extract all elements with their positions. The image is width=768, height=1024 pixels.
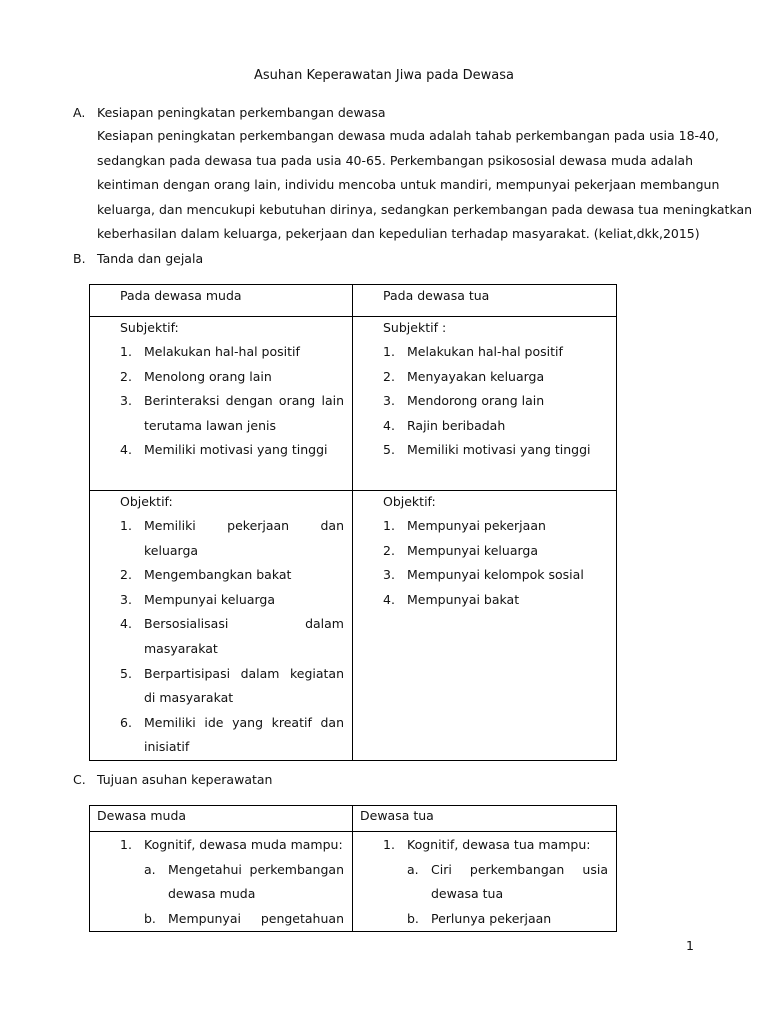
- list-item: b. Mempunyai pengetahuan: [144, 910, 344, 926]
- cell-subjective-tua: [353, 317, 617, 491]
- subjective-label: Subjektif:: [120, 320, 179, 335]
- table-row: [90, 832, 617, 932]
- section-c-heading: [73, 772, 272, 787]
- document-title: Asuhan Keperawatan Jiwa pada Dewasa: [253, 68, 515, 83]
- section-a-paragraph: [97, 124, 753, 247]
- goals-muda-list: [120, 833, 344, 858]
- cell-objective-tua: [353, 491, 617, 761]
- list-item: 2. Mempunyai keluarga: [383, 542, 538, 558]
- paragraph-line: keintiman dengan orang lain, individu mencoba untuk mandiri, mempunyai pekerjaan membangun: [97, 177, 720, 193]
- section-b-title: Tanda dan gejala: [97, 251, 204, 266]
- cell-goals-muda: [90, 832, 353, 932]
- header-dewasa-muda: Dewasa muda: [90, 806, 353, 832]
- nursing-goals-table: [89, 805, 617, 932]
- list-item: 3. Berinteraksi dengan orang lain terutama lawan jenis: [120, 393, 344, 433]
- list-item: 2. Menolong orang lain: [120, 368, 272, 384]
- list-item: 4. Rajin beribadah: [383, 417, 506, 433]
- section-c-letter: C.: [73, 772, 86, 787]
- list-item: 4. Bersosialisasi dalam masyarakat: [120, 616, 344, 656]
- list-item: 2. Menyayakan keluarga: [383, 368, 545, 384]
- list-item: 4. Mempunyai bakat: [383, 591, 520, 607]
- list-item: b. Perlunya pekerjaan: [407, 910, 552, 926]
- list-item: 6. Memiliki ide yang kreatif dan inisiatif: [120, 714, 344, 755]
- list-item: 5. Berpartisipasi dalam kegiatan di masyarakat: [120, 665, 344, 706]
- table-header-row: [90, 806, 617, 832]
- list-item: 3. Mendorong orang lain: [383, 393, 545, 409]
- cell-goals-tua: [353, 832, 617, 932]
- paragraph-line: sedangkan pada dewasa tua pada usia 40-65. Perkembangan psikososial dewasa muda adalah: [97, 152, 693, 168]
- list-item: 5. Memiliki motivasi yang tinggi: [383, 442, 591, 458]
- list-item: 3. Mempunyai kelompok sosial: [383, 567, 584, 583]
- section-a-title: Kesiapan peningkatan perkembangan dewasa: [97, 105, 386, 120]
- section-c-title: Tujuan asuhan keperawatan: [97, 772, 273, 787]
- objective-muda-list: [120, 514, 344, 760]
- list-item: 2. Mengembangkan bakat: [120, 567, 292, 583]
- goals-muda-sublist: [120, 858, 344, 932]
- list-item: 1. Melakukan hal-hal positif: [383, 344, 563, 359]
- list-item: 4. Memiliki motivasi yang tinggi: [120, 442, 328, 458]
- paragraph-line: keluarga, dan mencukupi kebutuhan dirinya, sedangkan perkembangan pada dewasa tua meningkatkan: [97, 201, 753, 217]
- header-dewasa-tua: Dewasa tua: [353, 806, 617, 832]
- table-row-objective: [90, 491, 617, 761]
- paragraph-line: Kesiapan peningkatan perkembangan dewasa muda adalah tahab perkembangan pada usia 18-40,: [97, 128, 719, 143]
- list-item: 1. Memiliki pekerjaan dan keluarga: [120, 518, 344, 558]
- paragraph-line: keberhasilan dalam keluarga, pekerjaan dan kepedulian terhadap masyarakat. (keliat,dkk,2015): [97, 226, 700, 242]
- header-dewasa-tua: Pada dewasa tua: [353, 285, 617, 317]
- cell-subjective-muda: [90, 317, 353, 491]
- list-item: a. Mengetahui perkembangan dewasa muda: [144, 861, 344, 902]
- section-b-heading: [73, 251, 203, 266]
- list-item: 1. Mempunyai pekerjaan: [383, 518, 546, 533]
- objective-tua-list: [383, 514, 608, 612]
- section-a-heading: [73, 105, 386, 120]
- header-dewasa-muda: Pada dewasa muda: [90, 285, 353, 317]
- objective-label: Objektif:: [120, 494, 173, 509]
- subjective-muda-list: [120, 340, 344, 463]
- cell-objective-muda: [90, 491, 353, 761]
- list-item: 1. Kognitif, dewasa tua mampu:: [383, 837, 591, 852]
- table-header-row: [90, 285, 617, 317]
- list-item: 3. Mempunyai keluarga: [120, 591, 275, 607]
- list-item: a. Ciri perkembangan usia dewasa tua: [407, 861, 608, 902]
- signs-symptoms-table: [89, 284, 617, 761]
- subjective-label: Subjektif :: [383, 320, 447, 335]
- goals-tua-list: [383, 833, 608, 858]
- objective-label: Objektif:: [383, 494, 436, 509]
- section-b-letter: B.: [73, 251, 86, 266]
- list-item: 1. Kognitif, dewasa muda mampu:: [120, 837, 343, 852]
- page-number: 1: [686, 938, 694, 953]
- table-row-subjective: [90, 317, 617, 491]
- goals-tua-sublist: [383, 858, 608, 932]
- section-a-letter: A.: [73, 105, 86, 120]
- list-item: 1. Melakukan hal-hal positif: [120, 344, 300, 359]
- subjective-tua-list: [383, 340, 608, 463]
